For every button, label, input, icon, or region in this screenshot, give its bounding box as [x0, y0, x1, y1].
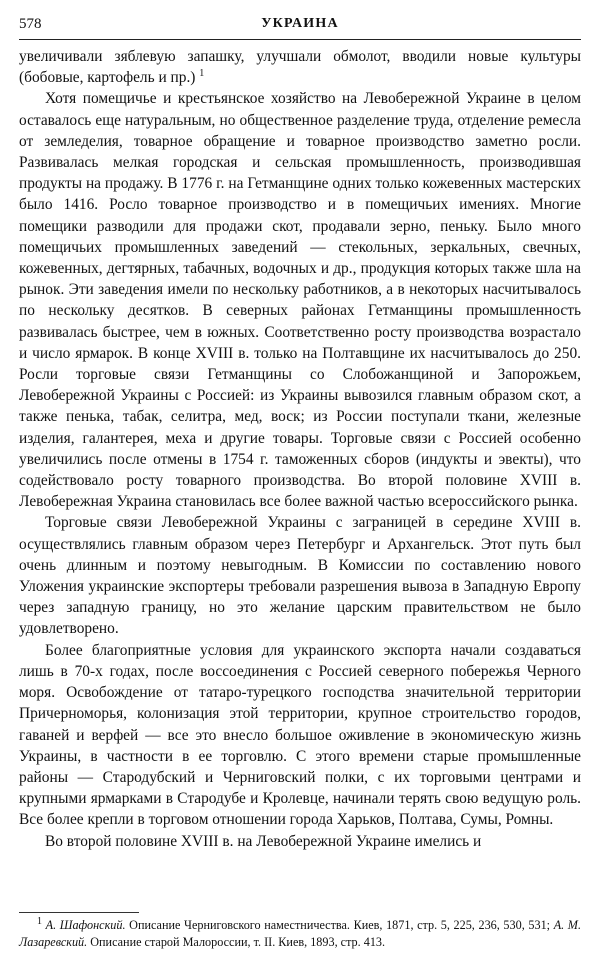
paragraph: Во второй половине XVIII в. на Левобережной Украине имелись и [45, 832, 482, 850]
main-text [19, 46, 581, 852]
footnote-rule [19, 912, 139, 913]
footnote-author: А. М. Лазаревский. [19, 918, 582, 949]
footnote-reference: 1 [199, 68, 205, 80]
page-number: 578 [19, 16, 42, 32]
paragraph: Торговые связи Левобережной Украины с заграницей в середине XVIII в. осуществлялись главным образом через Петербург и Архангельск. Этот путь был очень длинным и поэтому невыгодным. В Комиссии по составлению нового Уложения украинские экспортеры требовали разрешения вывоза в Западную Европу через западную границу, но это желание царским правительством не было удовлетворено. [19, 514, 581, 638]
paragraph: Более благоприятные условия для украинского экспорта начали создаваться лишь в 70-х годах, после воссоединения с Россией северного побережья Черного моря. Освобождение от татаро-турецкого господства значительной территории Причерноморья, колонизация этой территории, крупное строительство городов, гаваней и верфей — все это внесло большое оживление в экономическую жизнь Украины, в частности в ее торговлю. С этого времени старые промышленные районы — Стародубский и Черниговский полки, с их торговыми центрами и крупными ярмарками в Стародубе и Кролевце, начинали терять свою ведущую роль. Все более крепли в торговом отношении города Харьков, Полтава, Сумы, Ромны. [19, 641, 581, 829]
header-rule [19, 39, 581, 40]
paragraph: Хотя помещичье и крестьянское хозяйство на Левобережной Украине в целом оставалось еще натуральным, но общественное разделение труда, отделение ремесла от земледелия, товарное обращение и товарное производство заметно росли. Развивалась мелкая городская и сельская промышленность, производившая продукты на продажу. В 1776 г. на Гетманщине одних только кожевенных мастерских было 1416. Росло товарное производство и в помещичьих имениях. Многие помещики разводили для продажи скот, продавали зерно, пеньку. Было много помещичьих промышленных заведений — стекольных, зеркальных, свечных, кожевенных, дегтярных, табачных, водочных и др., продукция которых также шла на рынок. Эти заведения имели по нескольку работников, а в некоторых насчитывалось по нескольку десятков. В северных районах Гетманщины промышленность развивалась быстрее, чем в южных. Соответственно росту производства возрастало и число ярмарок. В конце XVIII в. только на Полтавщине их насчитывалось до 250. Росли торговые связи Гетманщины со Слобожанщиной и Запорожьем, Левобережной Украины с Россией: из Украины вывозился главным образом скот, а также пенька, табак, селитра, мед, воск; из России поступали ткани, железные изделия, галантерея, меха и другие товары. Торговые связи с Россией особенно увеличились после отмены в 1754 г. таможенных сборов (индукты и эвекты), что содействовало росту товарного производства. Во второй половине XVIII в. Левобережная Украина становилась все более важной частью всероссийского рынка. [19, 90, 581, 511]
paragraph: увеличивали зяблевую запашку, улучшали обмолот, вводили новые культуры (бобовые, картофель и пр.) $^1$ [19, 48, 581, 87]
footnote-author: А. Шафонский. [45, 918, 126, 932]
footnote-mark: 1 [37, 915, 42, 927]
running-header [19, 16, 581, 38]
footnote: $^1$ А. Шафонский. Описание Черниговского наместничества. Киев, 1871, стр. 5, 225, 236, 530, 531; А. М. Лазаревский. Описание старой Малороссии, т. II. Киев, 1893, стр. 413. [19, 915, 582, 949]
running-title: УКРАИНА [261, 16, 339, 31]
